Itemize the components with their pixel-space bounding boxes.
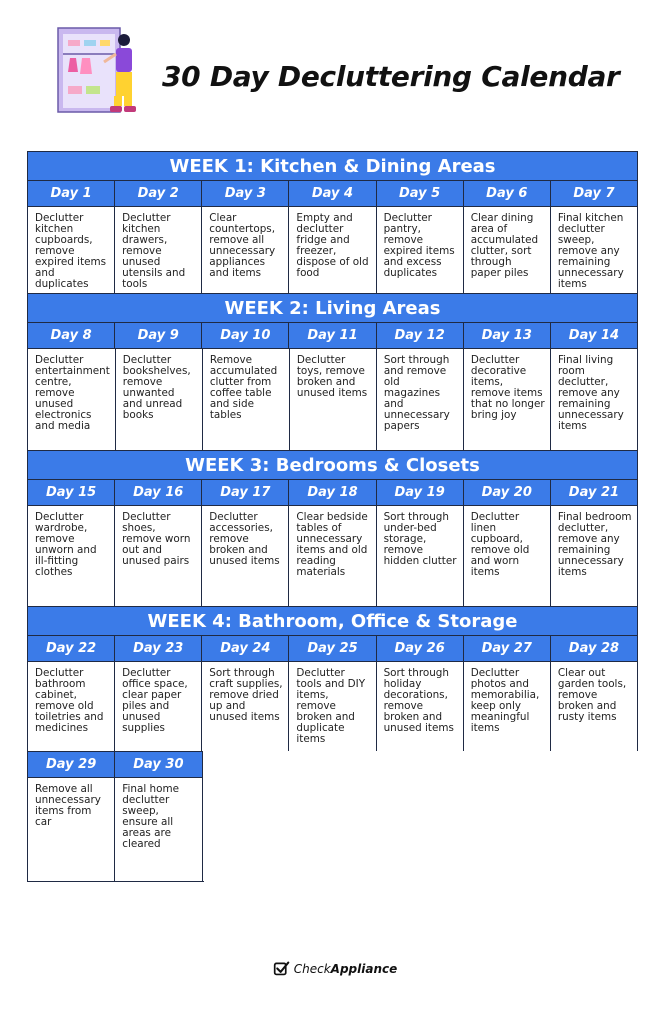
day-task: Declutter decorative items, remove items that no longer bring joy [464,348,551,450]
day-task: Declutter tools and DIY items, remove broken and duplicate items [289,661,376,751]
day-task: Declutter photos and memorabilia, keep only meaningful items [464,661,551,751]
brand-name-light: Check [293,961,331,976]
day-label: Day 19 [377,479,464,505]
day-label: Day 6 [464,180,551,206]
day-task: Remove all unnecessary items from car [28,777,115,881]
week-header: WEEK 3: Bedrooms & Closets [27,450,638,479]
footer [0,960,670,982]
day-label: Day 1 [28,180,115,206]
day-task: Declutter bathroom cabinet, remove old toiletries and medicines [28,661,115,751]
day-task: Sort through craft supplies, remove dried up and unused items [202,661,289,751]
day-task: Clear dining area of accumulated clutter, sort through paper piles [464,206,551,293]
checkbox-icon [273,960,290,977]
day-label: Day 10 [202,322,289,348]
day-label: Day 12 [377,322,464,348]
day-task: Final home declutter sweep, ensure all areas are cleared [115,777,202,881]
day-task: Declutter pantry, remove expired items and excess duplicates [377,206,464,293]
day-label: Day 28 [551,635,638,661]
day-label: Day 20 [464,479,551,505]
day-task: Final bedroom declutter, remove any remaining unnecessary items [551,505,638,606]
day-task: Clear countertops, remove all unnecessary appliances and items [202,206,289,293]
day-label: Day 18 [289,479,376,505]
day-label: Day 24 [202,635,289,661]
day-task: Declutter entertainment centre, remove unused electronics and media [28,348,116,450]
day-task: Clear bedside tables of unnecessary items and old reading materials [289,505,376,606]
day-task: Declutter office space, clear paper piles and unused supplies [115,661,202,751]
day-label: Day 11 [289,322,376,348]
day-task: Declutter kitchen drawers, remove unused utensils and tools [115,206,202,293]
brand-logo [273,960,398,977]
page-header [0,0,670,140]
day-label: Day 30 [115,751,202,777]
day-task: Sort through and remove old magazines and unnecessary papers [377,348,464,450]
day-label: Day 27 [464,635,551,661]
day-task: Empty and declutter fridge and freezer, dispose of old food [289,206,376,293]
day-task: Declutter wardrobe, remove unworn and ill-fitting clothes [28,505,115,606]
day-task: Final living room declutter, remove any remaining unnecessary items [551,348,638,450]
calendar [27,151,638,882]
day-label: Day 21 [551,479,638,505]
day-label: Day 3 [202,180,289,206]
day-task: Sort through holiday decorations, remove broken and unused items [377,661,464,751]
day-task: Declutter toys, remove broken and unused items [290,348,377,450]
week-header: WEEK 1: Kitchen & Dining Areas [27,151,638,180]
day-label: Day 29 [28,751,115,777]
day-label: Day 16 [115,479,202,505]
day-task: Declutter bookshelves, remove unwanted and unread books [116,348,203,450]
brand-name-bold: Appliance [330,961,398,976]
day-label: Day 4 [289,180,376,206]
page-title: 30 Day Decluttering Calendar [162,60,620,93]
day-task: Sort through under-bed storage, remove hidden clutter [377,505,464,606]
day-label: Day 25 [289,635,376,661]
day-label: Day 23 [115,635,202,661]
day-task: Clear out garden tools, remove broken and rusty items [551,661,638,751]
closet-illustration-icon [54,24,150,122]
day-label: Day 15 [28,479,115,505]
day-task: Declutter kitchen cupboards, remove expired items and duplicates [28,206,115,293]
day-label: Day 14 [551,322,638,348]
day-label: Day 5 [377,180,464,206]
day-task: Final kitchen declutter sweep, remove any remaining unnecessary items [551,206,638,293]
week-header: WEEK 4: Bathroom, Office & Storage [27,606,638,635]
day-label: Day 26 [377,635,464,661]
day-label: Day 2 [115,180,202,206]
day-task: Declutter accessories, remove broken and unused items [202,505,289,606]
week-header: WEEK 2: Living Areas [27,293,638,322]
day-label: Day 9 [115,322,202,348]
day-label: Day 22 [28,635,115,661]
day-label: Day 7 [551,180,638,206]
day-label: Day 8 [28,322,115,348]
day-label: Day 13 [464,322,551,348]
day-task: Declutter linen cupboard, remove old and worn items [464,505,551,606]
day-task: Remove accumulated clutter from coffee table and side tables [203,348,290,450]
day-label: Day 17 [202,479,289,505]
day-task: Declutter shoes, remove worn out and unused pairs [115,505,202,606]
